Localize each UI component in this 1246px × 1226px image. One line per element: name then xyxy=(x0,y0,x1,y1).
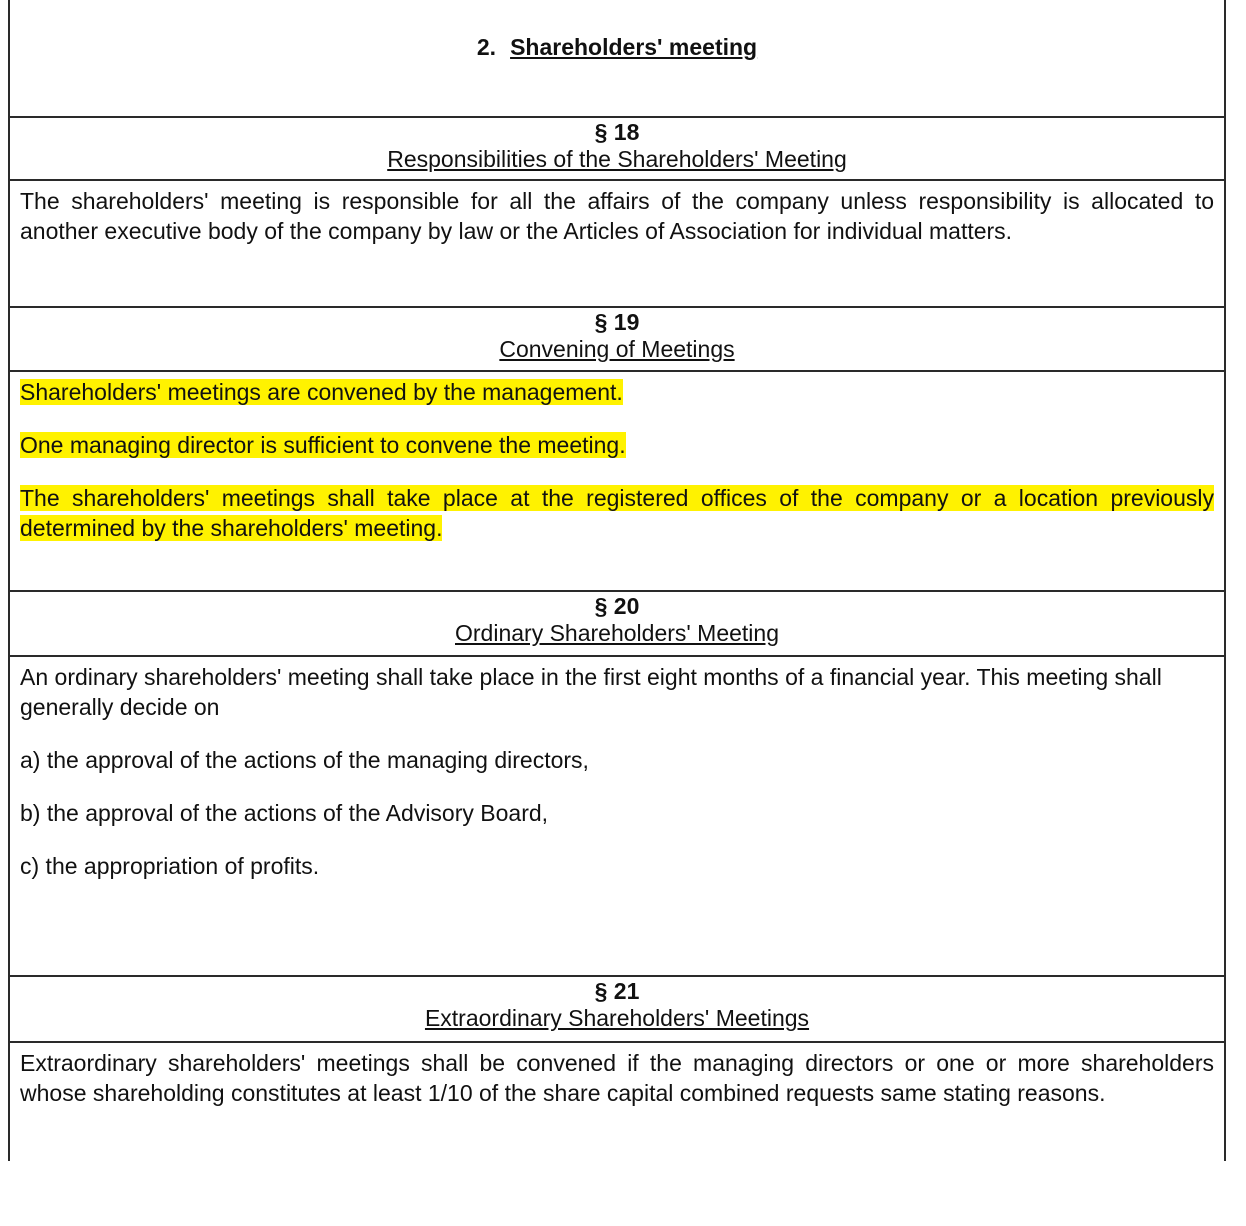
section-number: § 21 xyxy=(594,978,640,1004)
section-20-heading xyxy=(10,590,1224,655)
section-18-body xyxy=(10,179,1224,306)
chapter-heading xyxy=(10,0,1224,116)
list-item: b) the approval of the actions of the Advisory Board, xyxy=(20,800,549,826)
section-20-body xyxy=(10,655,1224,975)
section-title: Responsibilities of the Shareholders' Meeting xyxy=(387,146,847,172)
section-title: Ordinary Shareholders' Meeting xyxy=(455,620,779,646)
highlighted-paragraph: The shareholders' meetings shall take place at the registered offices of the company or a location previously determined by the shareholders' meeting. xyxy=(20,485,1214,541)
chapter-title: Shareholders' meeting xyxy=(510,34,758,60)
section-18-heading xyxy=(10,116,1224,179)
paragraph: An ordinary shareholders' meeting shall take place in the first eight months of a financial year. This meeting shall generally decide on xyxy=(20,664,1162,720)
document-table xyxy=(8,0,1226,1161)
highlighted-paragraph: Shareholders' meetings are convened by the management. xyxy=(20,379,623,405)
highlighted-paragraph: One managing director is sufficient to convene the meeting. xyxy=(20,432,626,458)
section-number: § 20 xyxy=(594,593,640,619)
section-19-body xyxy=(10,370,1224,590)
section-number: § 18 xyxy=(594,119,640,145)
section-21-body xyxy=(10,1041,1224,1161)
section-19-heading xyxy=(10,306,1224,370)
list-item: c) the appropriation of profits. xyxy=(20,853,320,879)
section-title: Convening of Meetings xyxy=(499,336,735,362)
paragraph: Extraordinary shareholders' meetings shall be convened if the managing directors or one or more shareholders whose shareholding constitutes at least 1/10 of the share capital combined requests same stating reasons. xyxy=(20,1050,1214,1106)
chapter-number: 2. xyxy=(476,34,497,60)
section-number: § 19 xyxy=(594,309,640,335)
paragraph: The shareholders' meeting is responsible for all the affairs of the company unless responsibility is allocated to another executive body of the company by law or the Articles of Association for individual matters. xyxy=(20,188,1214,244)
section-21-heading xyxy=(10,975,1224,1041)
list-item: a) the approval of the actions of the managing directors, xyxy=(20,747,589,773)
section-title: Extraordinary Shareholders' Meetings xyxy=(424,1005,810,1031)
